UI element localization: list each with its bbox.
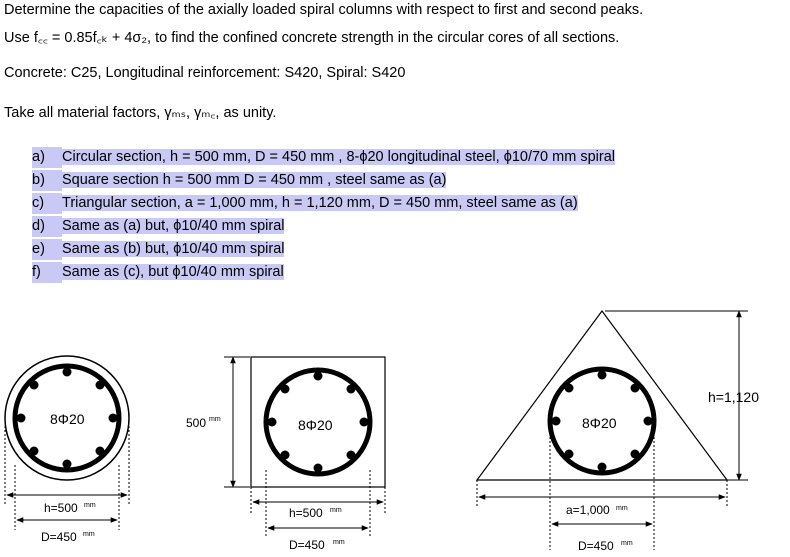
list-item: f) Same as (c), but ϕ10/40 mm spiral — [32, 262, 615, 285]
intro-line-1: Determine the capacities of the axially loaded spiral columns with respect to first and second peaks. — [4, 2, 644, 18]
factors-line: Take all material factors, γₘₛ, γₘ꜀, as unity. — [4, 105, 277, 121]
unit-label: mm — [621, 540, 633, 547]
rebar — [552, 417, 561, 426]
rebar — [565, 384, 574, 393]
outer-triangle — [477, 311, 727, 480]
rebar — [631, 384, 640, 393]
rebar — [30, 447, 39, 456]
rebar — [347, 451, 356, 460]
rebar — [644, 417, 653, 426]
rebar — [347, 385, 356, 394]
rebar — [268, 418, 277, 427]
list-item: c) Triangular section, a = 1,000 mm, h = 1,120 mm, D = 450 mm, steel same as (a) — [32, 193, 615, 216]
unit-label: mm — [616, 505, 628, 512]
rebar — [565, 450, 574, 459]
intro-line-2: Use f꜀꜀ = 0.85f꜀ₖ + 4σ₂, to find the confined concrete strength in the circular cores of all sections. — [4, 30, 620, 46]
rebar — [63, 368, 72, 377]
list-item: b) Square section h = 500 mm D = 450 mm , steel same as (a) — [32, 170, 615, 193]
a-label: a=1,000 — [566, 503, 610, 517]
square-section — [186, 357, 385, 552]
materials-line: Concrete: C25, Longitudinal reinforcement: S420, Spiral: S420 — [4, 65, 406, 81]
unit-label: mm — [83, 531, 95, 538]
rebar — [281, 451, 290, 460]
rebar — [96, 381, 105, 390]
list-item: a) Circular section, h = 500 mm, D = 450 mm , 8-ϕ20 longitudinal steel, ϕ10/70 mm spiral — [32, 147, 615, 170]
rebar — [360, 418, 369, 427]
unit-label: mm — [333, 539, 345, 546]
height-label: h=1,120 — [708, 389, 759, 405]
rebar — [63, 460, 72, 469]
rebar — [109, 414, 118, 423]
h-label: h=500 — [289, 506, 323, 520]
rebar — [314, 464, 323, 473]
rebar — [281, 385, 290, 394]
unit-label: mm — [330, 507, 342, 514]
list-item: d) Same as (a) but, ϕ10/40 mm spiral — [32, 216, 615, 239]
triangular-section — [477, 311, 759, 553]
rebar-label: 8Φ20 — [50, 411, 85, 427]
d-label: D=450 — [41, 530, 77, 544]
circular-section — [5, 356, 129, 544]
rebar — [30, 381, 39, 390]
rebar — [314, 372, 323, 381]
rebar-label: 8Φ20 — [582, 415, 617, 431]
unit-label: mm — [209, 416, 221, 423]
rebar — [598, 371, 607, 380]
side-label: 500 — [186, 416, 207, 430]
d-label: D=450 — [289, 538, 325, 552]
rebar — [631, 450, 640, 459]
rebar — [17, 414, 26, 423]
rebar — [96, 447, 105, 456]
rebar-label: 8Φ20 — [298, 417, 333, 433]
h-label: h=500 — [44, 501, 78, 515]
rebar — [598, 463, 607, 472]
list-item: e) Same as (b) but, ϕ10/40 mm spiral — [32, 239, 615, 262]
d-label: D=450 — [578, 539, 614, 553]
unit-label: mm — [84, 502, 96, 509]
